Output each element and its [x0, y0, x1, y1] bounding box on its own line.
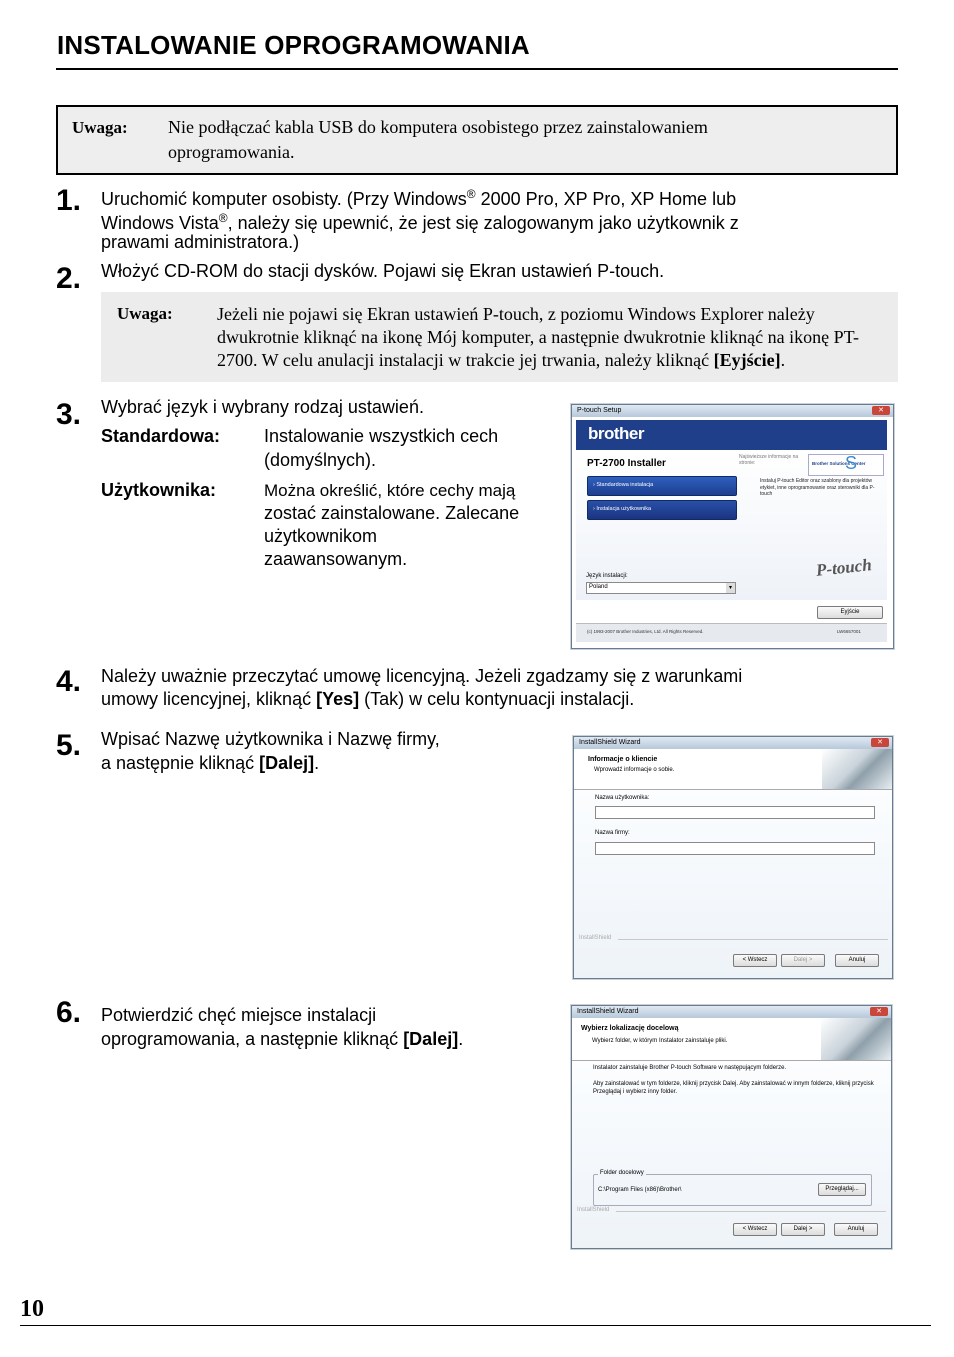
copyright: (c) 1993-2007 Brother Industries, Ltd. All Rights Reserved. [587, 629, 704, 634]
text-span: (Tak) w celu kontynuacji instalacji. [359, 689, 635, 709]
language-label: Język instalacji: [586, 573, 628, 579]
cancel-button[interactable]: Anuluj [834, 1223, 878, 1236]
customer-info-screenshot [573, 736, 893, 979]
brother-logo: brother [588, 424, 644, 443]
step-number: 1. [56, 184, 82, 217]
note-label: Uwaga: [117, 304, 173, 323]
text-span: , należy się upewnić, że jest się zalogowanym jako użytkownik z [227, 213, 739, 233]
text-span: 2000 Pro, XP Pro, XP Home lub [475, 189, 737, 209]
divider [618, 939, 888, 940]
option-text: Można określić, które cechy mają [264, 481, 516, 500]
text-span: Uruchomić komputer osobisty. (Przy Windows [101, 189, 467, 209]
wizard-header [572, 1018, 891, 1061]
company-name-field[interactable] [595, 842, 875, 855]
installer-title: PT-2700 Installer [587, 458, 666, 469]
text-span: Windows Vista [101, 213, 219, 233]
step-text [101, 752, 319, 775]
title-rule [56, 68, 898, 70]
installshield-brand: InstallShield [577, 1207, 610, 1213]
footer-rule [20, 1325, 931, 1326]
window-titlebar [574, 737, 892, 749]
user-name-field[interactable] [595, 806, 875, 819]
ptouch-logo: P-touch [815, 555, 873, 580]
page-number: 10 [20, 1296, 44, 1322]
text-span: a następnie kliknąć [101, 753, 260, 773]
language-select[interactable] [586, 582, 736, 594]
close-icon[interactable]: ✕ [870, 1007, 888, 1016]
option-text: zaawansowanym. [264, 549, 408, 569]
window-title: P-touch Setup [577, 407, 622, 414]
window-titlebar [572, 1006, 891, 1018]
step-number: 3. [56, 398, 82, 431]
note-line: Nie podłączać kabla USB do komputera osobistego przez zainstalowaniem [168, 117, 708, 137]
wizard-banner-image [822, 749, 892, 789]
bsc-s-icon: S [845, 453, 858, 473]
text-span: oprogramowania, a następnie kliknąć [101, 1029, 404, 1049]
note-line: oprogramowania. [168, 142, 295, 162]
step-text: Wpisać Nazwę użytkownika i Nazwę firmy, [101, 729, 440, 749]
standard-install-label: › Standardowa instalacja [593, 482, 654, 488]
install-description: Instaluj P-touch Editor oraz szablony dla projektów etykiet, inne oprogramowanie oraz sterowniki dla P-touch [760, 478, 875, 497]
next-button[interactable]: Dalej > [781, 954, 825, 967]
yes-reference: [Yes] [316, 689, 360, 709]
custom-install-button[interactable] [587, 500, 737, 520]
note-line: dwukrotnie kliknąć na ikonę Mój komputer, a następnie dwukrotnie kliknąć na ikonę PT- [217, 327, 859, 347]
group-label: Folder docelowy [600, 1170, 644, 1176]
next-reference: [Dalej] [259, 753, 315, 773]
note-line: Jeżeli nie pojawi się Ekran ustawień P-touch, z poziomu Windows Explorer należy [217, 304, 815, 324]
brother-header [576, 420, 887, 450]
option-text: użytkownikom [264, 526, 378, 546]
product-code: LW6657001 [837, 629, 861, 634]
step-text: Wybrać język i wybrany rodzaj ustawień. [101, 397, 424, 417]
close-icon[interactable]: ✕ [872, 406, 890, 415]
step-number: 4. [56, 665, 82, 698]
chevron-down-icon[interactable]: ▾ [726, 583, 735, 593]
wizard-banner-image [821, 1018, 891, 1060]
option-label: Użytkownika: [101, 480, 217, 500]
note-label: Uwaga: [72, 118, 128, 137]
text-span: 2700. W celu anulacji instalacji w trakcie jej trwania, należy kliknąć [217, 350, 714, 370]
option-text: (domyślnych). [264, 450, 377, 470]
site-hint: Najświeższe informacje na stronie: [739, 454, 799, 466]
registered-mark: ® [466, 187, 476, 201]
wizard-subheading: Wybierz folder, w którym Instalator zainstaluje pliki. [592, 1038, 728, 1044]
setup-body [576, 450, 887, 600]
step-number: 6. [56, 996, 82, 1029]
step-text [101, 688, 634, 711]
next-reference: [Dalej] [403, 1029, 459, 1049]
window-title: InstallShield Wizard [579, 739, 641, 746]
destination-folder-group [593, 1170, 872, 1206]
note-line [217, 348, 785, 372]
wizard-body [572, 1061, 891, 1248]
step-text: Potwierdzić chęć miejsce instalacji [101, 1005, 377, 1025]
step-text: Należy uważnie przeczytać umowę licencyjną. Jeżeli zgadzamy się z warunkami [101, 666, 743, 686]
destination-info: Instalator zainstaluje Brother P-touch Software w następującym folderze. [593, 1065, 787, 1071]
option-label: Standardowa: [101, 426, 221, 446]
language-value: Poland [589, 584, 608, 590]
wizard-heading: Informacje o kliencie [588, 756, 658, 763]
exit-button[interactable]: Eyjście [817, 606, 883, 619]
window-titlebar [572, 405, 893, 417]
setup-footer [576, 623, 887, 642]
step-number: 2. [56, 262, 82, 295]
text-span: umowy licencyjnej, kliknąć [101, 689, 317, 709]
user-name-label: Nazwa użytkownika: [595, 795, 650, 801]
destination-path: C:\Program Files (x86)\Brother\ [598, 1187, 682, 1193]
text-span: . [780, 350, 786, 370]
back-button[interactable]: < Wstecz [733, 954, 777, 967]
step-text [101, 1028, 463, 1051]
destination-screenshot [571, 1005, 892, 1249]
note-usb [56, 105, 898, 175]
ptouch-setup-screenshot [571, 404, 894, 649]
step-number: 5. [56, 729, 82, 762]
option-text: zostać zainstalowane. Zalecane [264, 503, 520, 523]
registered-mark: ® [218, 211, 228, 225]
wizard-body [574, 790, 892, 978]
text-span: . [458, 1029, 464, 1049]
destination-instructions: Aby zainstalować w tym folderze, kliknij przycisk Dalej. Aby zainstalować w innym folderze, kliknij przycisk Przeglądaj i wybierz inny folder. [593, 1081, 874, 1095]
note-cdrom [101, 292, 898, 382]
text-span: . [314, 753, 320, 773]
custom-install-label: › Instalacja użytkownika [593, 506, 652, 512]
window-title: InstallShield Wizard [577, 1008, 639, 1015]
bsc-link[interactable] [808, 454, 884, 476]
standard-install-button[interactable] [587, 476, 737, 496]
back-button[interactable]: < Wstecz [733, 1223, 777, 1236]
bsc-label: Brother Solutions Center [812, 461, 866, 466]
cancel-button[interactable]: Anuluj [835, 954, 879, 967]
installshield-brand: InstallShield [579, 935, 612, 941]
divider [616, 1211, 886, 1212]
company-name-label: Nazwa firmy: [595, 830, 630, 836]
next-button[interactable]: Dalej > [781, 1223, 825, 1236]
close-icon[interactable]: ✕ [871, 738, 889, 747]
wizard-subheading: Wprowadź informacje o sobie. [594, 767, 675, 773]
wizard-heading: Wybierz lokalizację docelową [581, 1025, 679, 1032]
step-text: Włożyć CD-ROM do stacji dysków. Pojawi się Ekran ustawień P-touch. [101, 261, 665, 281]
exit-reference: [Eyjście] [713, 350, 781, 370]
option-text: Instalowanie wszystkich cech [264, 426, 499, 446]
browse-button[interactable]: Przeglądaj... [818, 1183, 866, 1196]
step-text: prawami administratora.) [101, 232, 300, 252]
wizard-header [574, 749, 892, 790]
page-title: INSTALOWANIE OPROGRAMOWANIA [57, 30, 530, 60]
